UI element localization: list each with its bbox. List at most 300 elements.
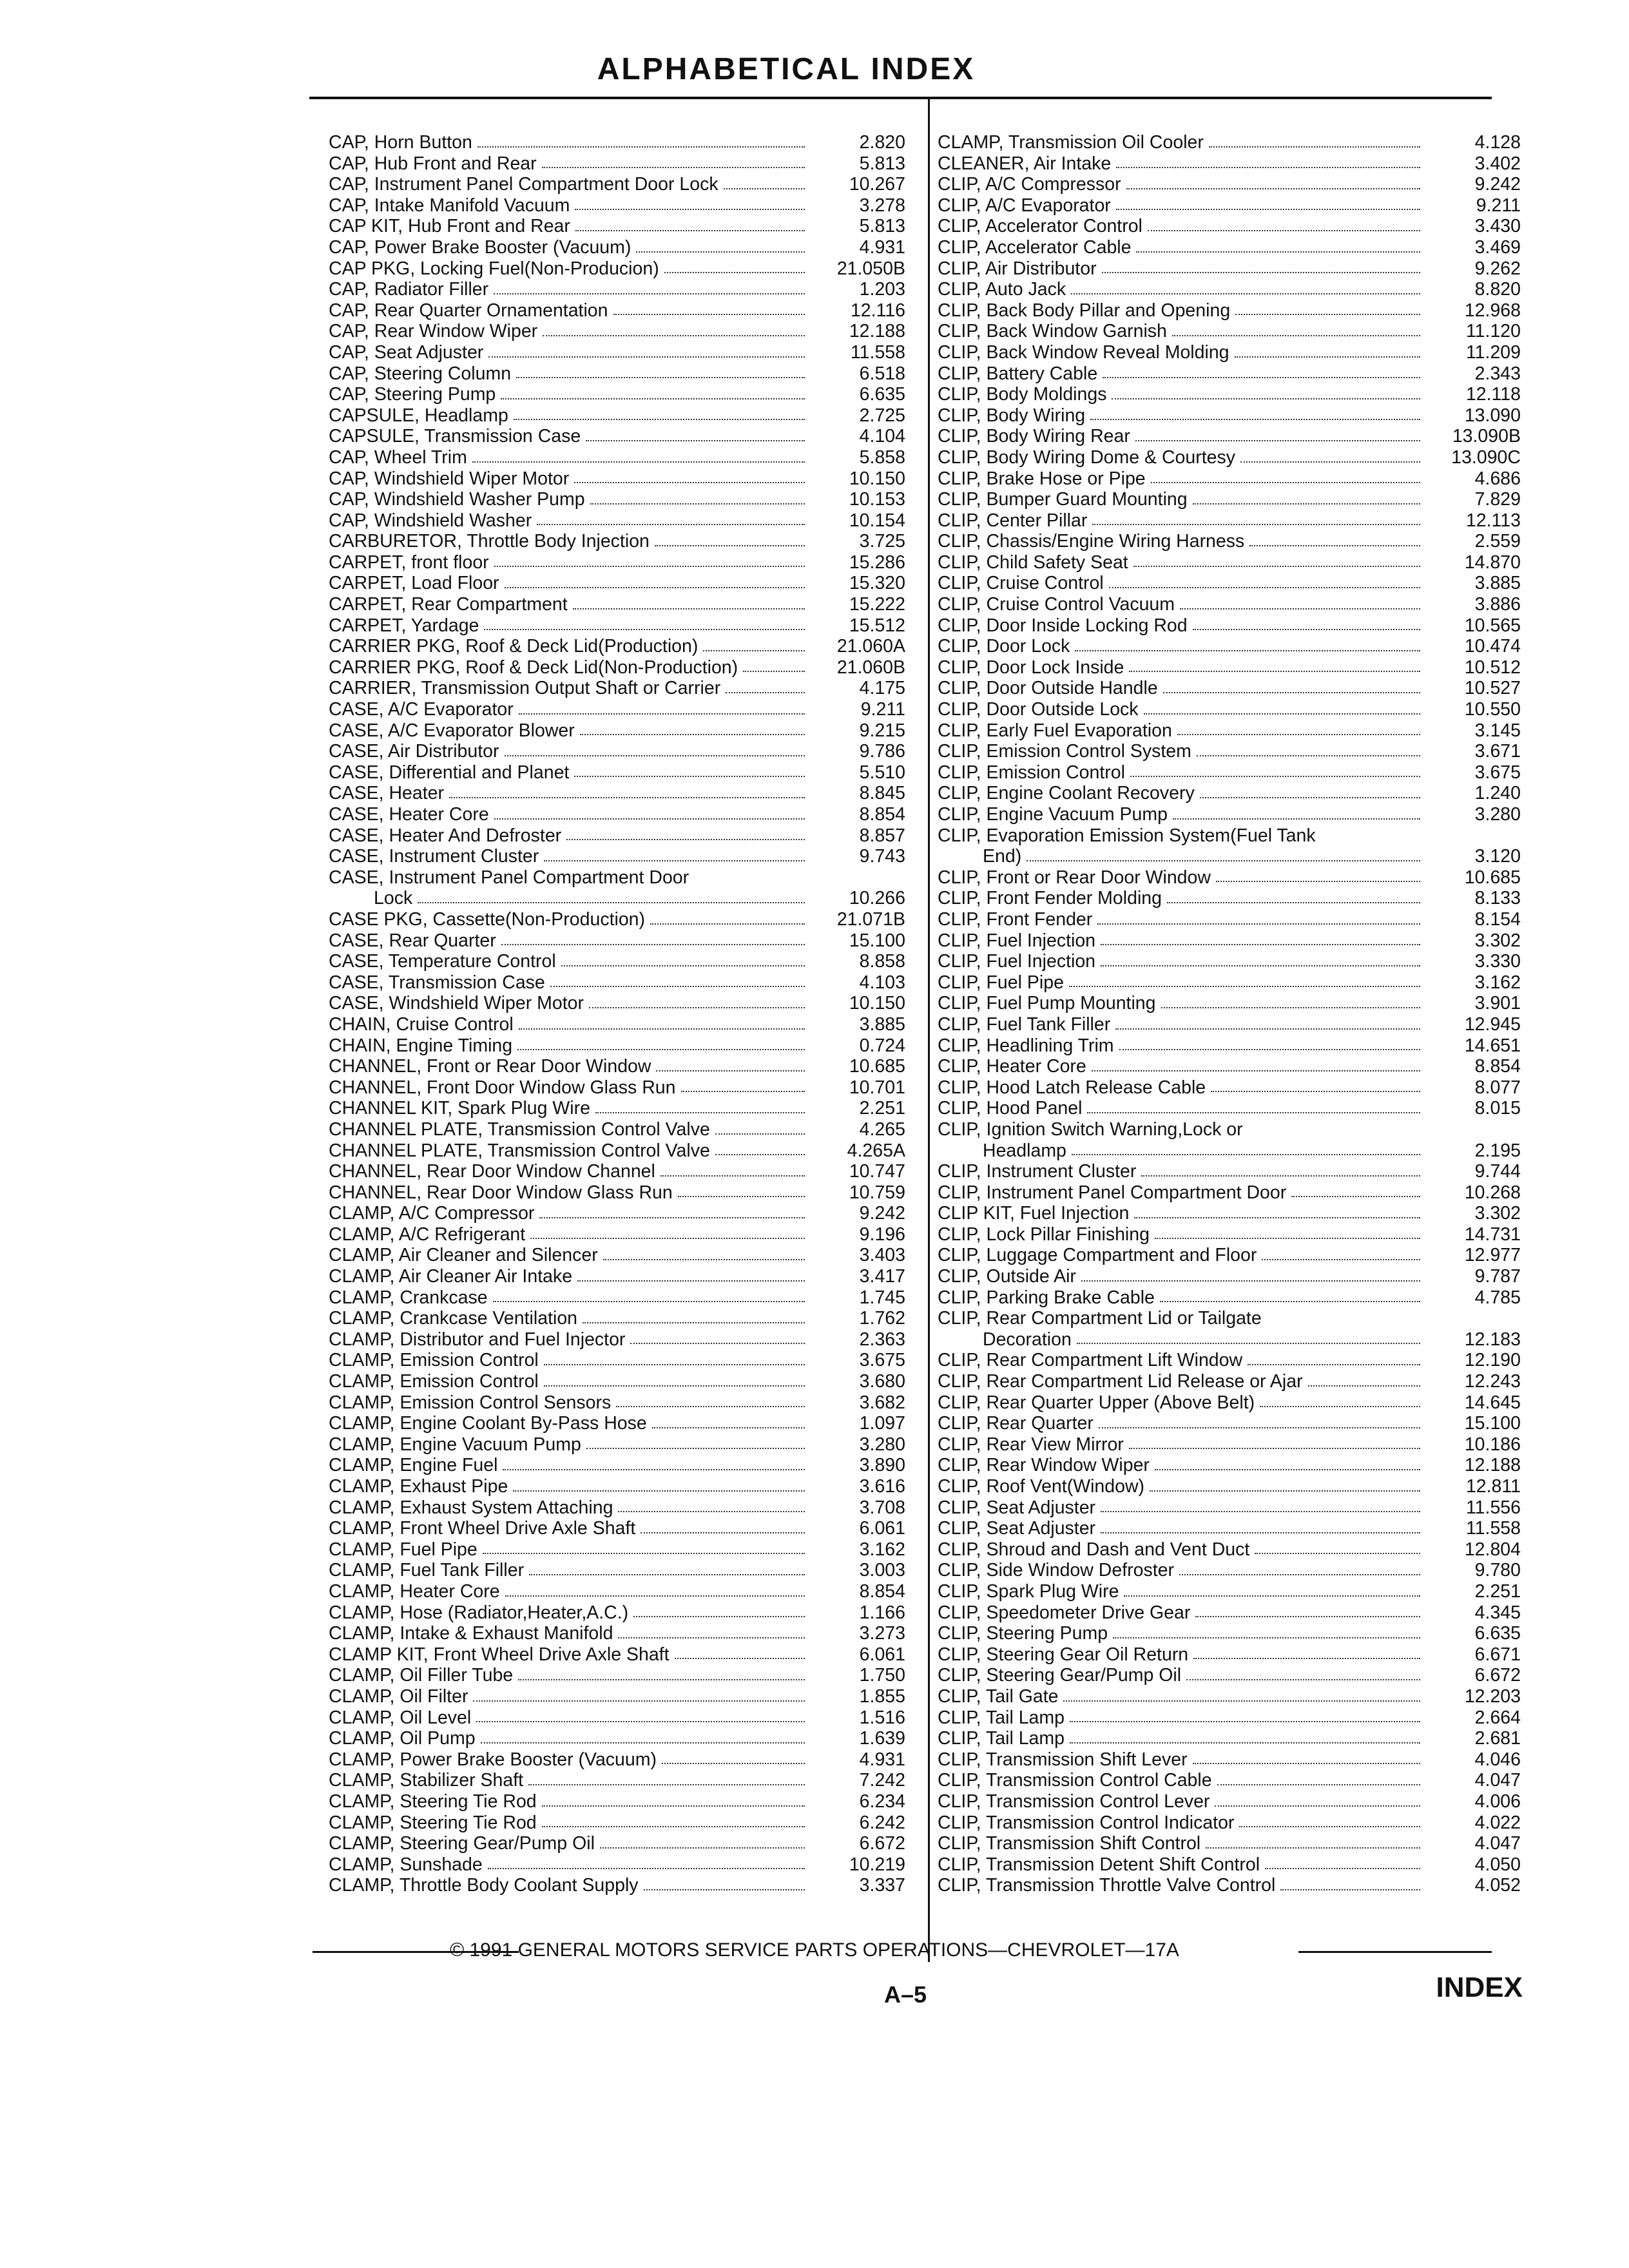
index-entry — [329, 1812, 905, 1834]
index-entry — [938, 1665, 1521, 1686]
index-entry — [329, 1035, 905, 1057]
dot-leader — [1215, 1805, 1420, 1807]
index-entry — [329, 1581, 905, 1602]
entry-page-number: 3.302 — [1474, 1203, 1521, 1224]
entry-label: CLIP, Rear Quarter — [938, 1413, 1094, 1434]
dot-leader — [1209, 146, 1420, 148]
entry-label: CHANNEL KIT, Spark Plug Wire — [329, 1098, 590, 1119]
index-entry — [329, 174, 905, 195]
entry-label: CLIP, Fuel Pipe — [938, 972, 1064, 993]
dot-leader — [1101, 1511, 1420, 1512]
index-entry — [329, 594, 905, 615]
entry-page-number: 3.278 — [859, 195, 905, 216]
entry-label: CLAMP, Engine Vacuum Pump — [329, 1434, 581, 1455]
entry-page-number: 9.215 — [859, 720, 905, 741]
entry-label: CAP, Horn Button — [329, 132, 472, 153]
column-divider — [928, 97, 930, 1962]
dot-leader — [636, 251, 805, 253]
dot-leader — [1239, 1826, 1420, 1827]
index-entry — [329, 363, 905, 385]
dot-leader — [1179, 1574, 1420, 1575]
index-entry — [329, 825, 905, 847]
entry-label: CLIP, Fuel Pump Mounting — [938, 993, 1156, 1014]
entry-page-number: 9.242 — [859, 1203, 905, 1224]
dot-leader — [1113, 1637, 1420, 1639]
entry-label: CAP PKG, Locking Fuel(Non-Producion) — [329, 258, 659, 279]
index-entry — [938, 321, 1521, 342]
index-entry — [329, 1098, 905, 1119]
entry-label: CARBURETOR, Throttle Body Injection — [329, 531, 650, 552]
entry-page-number: 5.510 — [859, 762, 905, 783]
entry-page-number: 3.675 — [859, 1350, 905, 1371]
dot-leader — [1167, 902, 1420, 903]
entry-label: CAP KIT, Hub Front and Rear — [329, 216, 570, 237]
index-entry — [938, 1644, 1521, 1666]
dot-leader — [1133, 566, 1420, 567]
entry-label: CHANNEL, Rear Door Window Glass Run — [329, 1182, 673, 1203]
dot-leader — [583, 1322, 805, 1323]
section-label: INDEX — [1436, 1972, 1523, 2003]
entry-page-number: 11.209 — [1465, 341, 1521, 363]
entry-page-number: 15.512 — [849, 615, 905, 636]
index-entry — [938, 783, 1521, 804]
entry-label: CLIP, Child Safety Seat — [938, 552, 1128, 573]
index-entry — [938, 1749, 1521, 1771]
index-entry — [938, 1497, 1521, 1519]
dot-leader — [715, 1133, 805, 1135]
index-entry — [938, 1539, 1521, 1561]
index-column-left — [329, 132, 905, 1896]
dot-leader — [530, 1238, 805, 1239]
dot-leader — [574, 776, 805, 777]
dot-leader — [544, 860, 805, 861]
index-entry — [938, 1707, 1521, 1729]
entry-label: CLIP, Body Moldings — [938, 384, 1107, 405]
entry-page-number: 4.175 — [859, 678, 905, 699]
dot-leader — [1072, 1154, 1420, 1155]
entry-label: CARRIER, Transmission Output Shaft or Carrier — [329, 678, 721, 699]
entry-page-number: 2.559 — [1474, 531, 1521, 552]
entry-page-number: 15.100 — [1464, 1413, 1521, 1434]
index-entry — [938, 1350, 1521, 1371]
entry-page-number: 8.857 — [859, 825, 905, 846]
entry-page-number: 4.265A — [847, 1140, 905, 1161]
dot-leader — [494, 566, 805, 567]
index-entry — [329, 1329, 905, 1350]
entry-page-number: 8.133 — [1474, 888, 1521, 909]
entry-page-number: 8.854 — [859, 1581, 905, 1602]
entry-page-number: 21.060B — [836, 657, 905, 678]
index-entry — [329, 1245, 905, 1266]
index-entry — [329, 1602, 905, 1624]
dot-leader — [543, 335, 805, 336]
entry-label: CLIP, Transmission Throttle Valve Control — [938, 1875, 1276, 1896]
entry-label: CLAMP, Emission Control Sensors — [329, 1392, 612, 1413]
index-entry — [329, 1266, 905, 1287]
dot-leader — [501, 944, 805, 945]
index-entry — [938, 1455, 1521, 1476]
index-entry — [938, 615, 1521, 637]
entry-label: CAP, Steering Column — [329, 363, 512, 384]
index-entry — [938, 342, 1521, 363]
entry-page-number: 9.787 — [1474, 1266, 1521, 1287]
entry-page-number: 10.550 — [1464, 699, 1521, 720]
dot-leader — [1070, 1742, 1420, 1744]
entry-label: CLAMP, Oil Pump — [329, 1728, 476, 1749]
dot-leader — [1163, 692, 1420, 693]
dot-leader — [513, 1490, 805, 1492]
dot-leader — [743, 671, 805, 672]
entry-page-number: 3.402 — [1474, 153, 1521, 174]
entry-page-number: 8.858 — [859, 951, 905, 972]
dot-leader — [501, 398, 805, 399]
index-entry — [329, 783, 905, 804]
entry-page-number: 2.195 — [1474, 1140, 1521, 1161]
index-entry — [329, 1497, 905, 1519]
entry-label: CARPET, front floor — [329, 552, 489, 573]
entry-label: CLAMP, Emission Control — [329, 1371, 539, 1392]
entry-label: CAP, Seat Adjuster — [329, 341, 484, 363]
index-entry — [329, 1476, 905, 1497]
index-entry — [938, 1770, 1521, 1791]
entry-label: CLIP, A/C Evaporator — [938, 195, 1111, 216]
entry-label: CLAMP, Steering Gear/Pump Oil — [329, 1833, 595, 1854]
index-entry — [329, 846, 905, 867]
entry-label: CLIP, Back Window Garnish — [938, 321, 1167, 342]
entry-label: CLAMP, Steering Tie Rod — [329, 1812, 537, 1833]
dot-leader — [675, 1658, 805, 1659]
entry-page-number: 21.071B — [836, 908, 905, 930]
entry-label: CASE, Rear Quarter — [329, 930, 496, 951]
entry-page-number: 5.813 — [859, 153, 905, 174]
dot-leader — [1092, 1070, 1420, 1072]
index-entry — [329, 741, 905, 762]
entry-label: CAP, Windshield Washer — [329, 510, 532, 531]
entry-label: CASE, A/C Evaporator Blower — [329, 720, 575, 741]
entry-label: CLAMP, Oil Filler Tube — [329, 1665, 514, 1686]
index-entry — [938, 363, 1521, 385]
entry-label: CHAIN, Engine Timing — [329, 1035, 513, 1056]
dot-leader — [544, 1385, 805, 1387]
entry-page-number: 3.671 — [1474, 741, 1521, 762]
entry-page-number: 15.100 — [849, 930, 905, 951]
dot-leader — [1193, 629, 1420, 630]
dot-leader — [1193, 1658, 1420, 1659]
entry-label: CLIP, Transmission Shift Control — [938, 1833, 1201, 1854]
entry-label: CLIP, Front Fender — [938, 908, 1093, 930]
index-entry — [938, 132, 1521, 153]
entry-page-number: 3.890 — [859, 1455, 905, 1476]
dot-leader — [616, 1406, 805, 1407]
index-entry — [329, 258, 905, 280]
dot-leader — [1144, 713, 1420, 715]
index-entry — [938, 1329, 1521, 1350]
entry-label: CLIP, Emission Control — [938, 762, 1125, 783]
entry-page-number: 12.968 — [1464, 300, 1521, 321]
index-entry — [329, 1539, 905, 1561]
dot-leader — [488, 1868, 805, 1869]
page-title: ALPHABETICAL INDEX — [597, 52, 976, 86]
entry-page-number: 12.804 — [1464, 1539, 1521, 1560]
index-entry — [329, 1308, 905, 1329]
entry-page-number: 1.745 — [859, 1287, 905, 1308]
index-entry — [329, 1686, 905, 1707]
dot-leader — [1119, 1049, 1420, 1050]
index-entry — [329, 468, 905, 490]
entry-label: CLAMP, Stabilizer Shaft — [329, 1770, 524, 1791]
index-entry — [938, 1581, 1521, 1602]
entry-label: CLEANER, Air Intake — [938, 153, 1112, 174]
entry-label: CHANNEL, Rear Door Window Channel — [329, 1161, 655, 1182]
index-entry — [938, 1392, 1521, 1414]
dot-leader — [1135, 440, 1420, 441]
entry-page-number: 8.015 — [1474, 1098, 1521, 1119]
entry-page-number: 11.120 — [1465, 321, 1521, 342]
dot-leader — [1160, 1301, 1420, 1302]
dot-leader — [655, 545, 805, 546]
entry-page-number: 3.725 — [859, 531, 905, 552]
index-entry — [329, 153, 905, 175]
dot-leader — [618, 1511, 805, 1512]
index-entry — [938, 195, 1521, 216]
entry-label: CLIP, Rear View Mirror — [938, 1434, 1124, 1455]
index-entry — [938, 762, 1521, 783]
dot-leader — [715, 1154, 805, 1155]
entry-page-number: 9.211 — [1476, 195, 1521, 216]
index-entry — [938, 930, 1521, 952]
entry-page-number: 4.686 — [1474, 468, 1521, 489]
entry-label: CLIP, Speedometer Drive Gear — [938, 1602, 1191, 1623]
index-entry — [938, 1056, 1521, 1077]
entry-label: CAP, Intake Manifold Vacuum — [329, 195, 570, 216]
entry-page-number: 10.267 — [849, 174, 905, 195]
entry-page-number: 12.188 — [1464, 1455, 1521, 1476]
entry-page-number: 6.672 — [1474, 1665, 1521, 1686]
entry-label: CLIP, Luggage Compartment and Floor — [938, 1245, 1257, 1266]
entry-label: CLAMP, Fuel Pipe — [329, 1539, 477, 1560]
entry-label: CAPSULE, Headlamp — [329, 405, 508, 426]
index-entry — [938, 678, 1521, 699]
index-entry — [938, 741, 1521, 762]
dot-leader — [1101, 965, 1420, 966]
entry-label: CLAMP, Air Cleaner and Silencer — [329, 1245, 598, 1266]
index-entry — [938, 1560, 1521, 1581]
dot-leader — [488, 356, 805, 358]
dot-leader — [1255, 1553, 1420, 1554]
entry-label: CAP, Rear Quarter Ornamentation — [329, 300, 608, 321]
dot-leader — [483, 1553, 805, 1554]
index-entry — [329, 1833, 905, 1854]
index-entry — [329, 1203, 905, 1224]
entry-page-number: 11.558 — [1465, 1518, 1521, 1539]
index-entry — [329, 972, 905, 994]
index-entry — [938, 1875, 1521, 1896]
entry-page-number: 10.266 — [849, 888, 905, 909]
index-entry — [329, 1413, 905, 1434]
entry-label: CLIP, Body Wiring Dome & Courtesy — [938, 447, 1235, 468]
entry-label: CLIP, Engine Coolant Recovery — [938, 783, 1195, 804]
footer-rule-right — [1298, 1951, 1492, 1953]
dot-leader — [1097, 923, 1420, 925]
dot-leader — [703, 650, 805, 651]
index-entry — [938, 573, 1521, 594]
dot-leader — [1195, 1616, 1420, 1617]
entry-page-number: 9.780 — [1474, 1560, 1521, 1581]
entry-label: CLAMP, Crankcase Ventilation — [329, 1308, 578, 1329]
entry-label: CASE, Temperature Control — [329, 951, 556, 972]
entry-page-number: 3.162 — [1474, 972, 1521, 993]
dot-leader — [726, 692, 805, 693]
entry-label: CLIP, Rear Compartment Lift Window — [938, 1350, 1243, 1371]
index-entry — [938, 1203, 1521, 1224]
entry-label: CLIP, Steering Gear/Pump Oil — [938, 1665, 1182, 1686]
entry-page-number: 10.565 — [1464, 615, 1521, 636]
dot-leader — [1126, 188, 1420, 189]
entry-label: CLAMP, Fuel Tank Filler — [329, 1560, 525, 1581]
entry-label: CLAMP, Transmission Oil Cooler — [938, 132, 1204, 153]
entry-label: CAP, Windshield Washer Pump — [329, 489, 585, 510]
index-entry — [938, 426, 1521, 447]
dot-leader — [1075, 650, 1420, 651]
index-entry — [329, 531, 905, 552]
dot-leader — [1148, 230, 1420, 231]
entry-page-number: 9.743 — [859, 846, 905, 867]
entry-page-number: 12.977 — [1464, 1245, 1521, 1266]
entry-page-number: 3.003 — [859, 1560, 905, 1581]
dot-leader — [1103, 377, 1420, 378]
dot-leader — [550, 986, 805, 987]
dot-leader — [589, 1007, 805, 1008]
entry-page-number: 6.518 — [859, 363, 905, 384]
entry-page-number: 10.701 — [849, 1077, 905, 1098]
entry-page-number: 10.219 — [849, 1854, 905, 1875]
entry-label: CLIP, Rear Compartment Lid Release or Ajar — [938, 1371, 1303, 1392]
entry-page-number: 10.268 — [1464, 1182, 1521, 1203]
index-entry — [938, 951, 1521, 972]
entry-page-number: 8.854 — [859, 804, 905, 825]
index-entry — [938, 867, 1521, 889]
dot-leader — [1069, 986, 1420, 987]
index-entry — [329, 405, 905, 427]
index-entry — [329, 1623, 905, 1644]
entry-page-number: 3.145 — [1474, 720, 1521, 741]
entry-page-number: 12.811 — [1465, 1476, 1521, 1497]
entry-page-number: 12.243 — [1464, 1371, 1521, 1392]
entry-page-number: 10.186 — [1464, 1434, 1521, 1455]
index-entry — [938, 1266, 1521, 1287]
entry-page-number: 6.635 — [859, 384, 905, 405]
index-entry — [329, 342, 905, 363]
dot-leader — [505, 755, 805, 756]
index-entry — [938, 1098, 1521, 1119]
dot-leader — [1092, 524, 1420, 525]
entry-label: CHANNEL, Front Door Window Glass Run — [329, 1077, 676, 1098]
entry-page-number: 9.262 — [1474, 258, 1521, 279]
index-entry — [938, 1833, 1521, 1854]
dot-leader — [1186, 1679, 1420, 1680]
dot-leader — [1070, 1721, 1420, 1722]
index-entry — [938, 594, 1521, 615]
entry-page-number: 15.320 — [849, 573, 905, 594]
index-entry — [329, 1728, 905, 1749]
index-entry — [938, 279, 1521, 300]
entry-page-number: 14.870 — [1464, 552, 1521, 573]
entry-page-number: 2.820 — [859, 132, 905, 153]
entry-label: CLIP, Accelerator Cable — [938, 236, 1132, 258]
entry-page-number: 12.183 — [1464, 1329, 1521, 1350]
index-entry — [329, 1455, 905, 1476]
index-entry — [938, 258, 1521, 280]
entry-label: CHAIN, Cruise Control — [329, 1014, 514, 1035]
entry-page-number: 5.858 — [859, 447, 905, 468]
entry-page-number: 10.153 — [849, 489, 905, 510]
index-entry — [329, 1518, 905, 1539]
entry-page-number: 2.725 — [859, 405, 905, 426]
entry-label: CHANNEL PLATE, Transmission Control Valve — [329, 1119, 710, 1140]
index-entry — [938, 909, 1521, 930]
entry-page-number: 2.681 — [1474, 1728, 1521, 1749]
entry-label: CLIP, Side Window Defroster — [938, 1560, 1174, 1581]
entry-label: CLIP, Transmission Control Lever — [938, 1791, 1210, 1812]
index-entry — [329, 636, 905, 657]
index-entry — [938, 1476, 1521, 1497]
entry-label: CASE, Heater And Defroster — [329, 825, 562, 846]
entry-label: CLIP, Transmission Detent Shift Control — [938, 1854, 1260, 1875]
dot-leader — [539, 1217, 805, 1218]
entry-page-number: 3.403 — [859, 1245, 905, 1266]
entry-label: CLIP, Spark Plug Wire — [938, 1581, 1119, 1602]
dot-leader — [1197, 755, 1420, 756]
entry-label: CLIP, Door Outside Lock — [938, 699, 1139, 720]
entry-page-number: 4.931 — [859, 236, 905, 258]
entry-label: CASE, Air Distributor — [329, 741, 499, 762]
entry-page-number: 2.251 — [859, 1098, 905, 1119]
entry-label: CLIP, Emission Control System — [938, 741, 1191, 762]
dot-leader — [566, 839, 805, 840]
entry-label: CLAMP, Exhaust System Attaching — [329, 1497, 613, 1518]
index-entry — [938, 153, 1521, 175]
index-entry — [938, 1014, 1521, 1035]
entry-page-number: 1.516 — [859, 1707, 905, 1728]
dot-leader — [1262, 1259, 1420, 1260]
entry-label: CLIP, Instrument Panel Compartment Door — [938, 1182, 1287, 1203]
entry-page-number: 2.363 — [859, 1329, 905, 1350]
index-entry — [938, 1791, 1521, 1812]
entry-page-number: 3.330 — [1474, 951, 1521, 972]
entry-page-number: 3.901 — [1474, 993, 1521, 1014]
entry-page-number: 4.052 — [1474, 1875, 1521, 1896]
dot-leader — [544, 1364, 805, 1365]
entry-label: CLIP, Tail Gate — [938, 1686, 1059, 1707]
index-entry — [329, 1077, 905, 1099]
entry-page-number: 13.090 — [1464, 405, 1521, 426]
dot-leader — [1173, 818, 1420, 820]
dot-leader — [613, 314, 805, 315]
entry-label: CLIP, Cruise Control — [938, 573, 1104, 594]
index-entry — [329, 1140, 905, 1162]
entry-label: CLIP, Transmission Shift Lever — [938, 1749, 1188, 1770]
dot-leader — [586, 1448, 805, 1449]
index-entry — [938, 1602, 1521, 1624]
entry-label: CLAMP KIT, Front Wheel Drive Axle Shaft — [329, 1644, 670, 1665]
dot-leader — [1130, 776, 1420, 777]
index-entry — [329, 720, 905, 742]
index-entry — [329, 1371, 905, 1392]
dot-leader — [529, 1574, 805, 1575]
index-entry — [938, 1371, 1521, 1392]
index-entry — [329, 1056, 905, 1077]
index-entry — [329, 1182, 905, 1204]
